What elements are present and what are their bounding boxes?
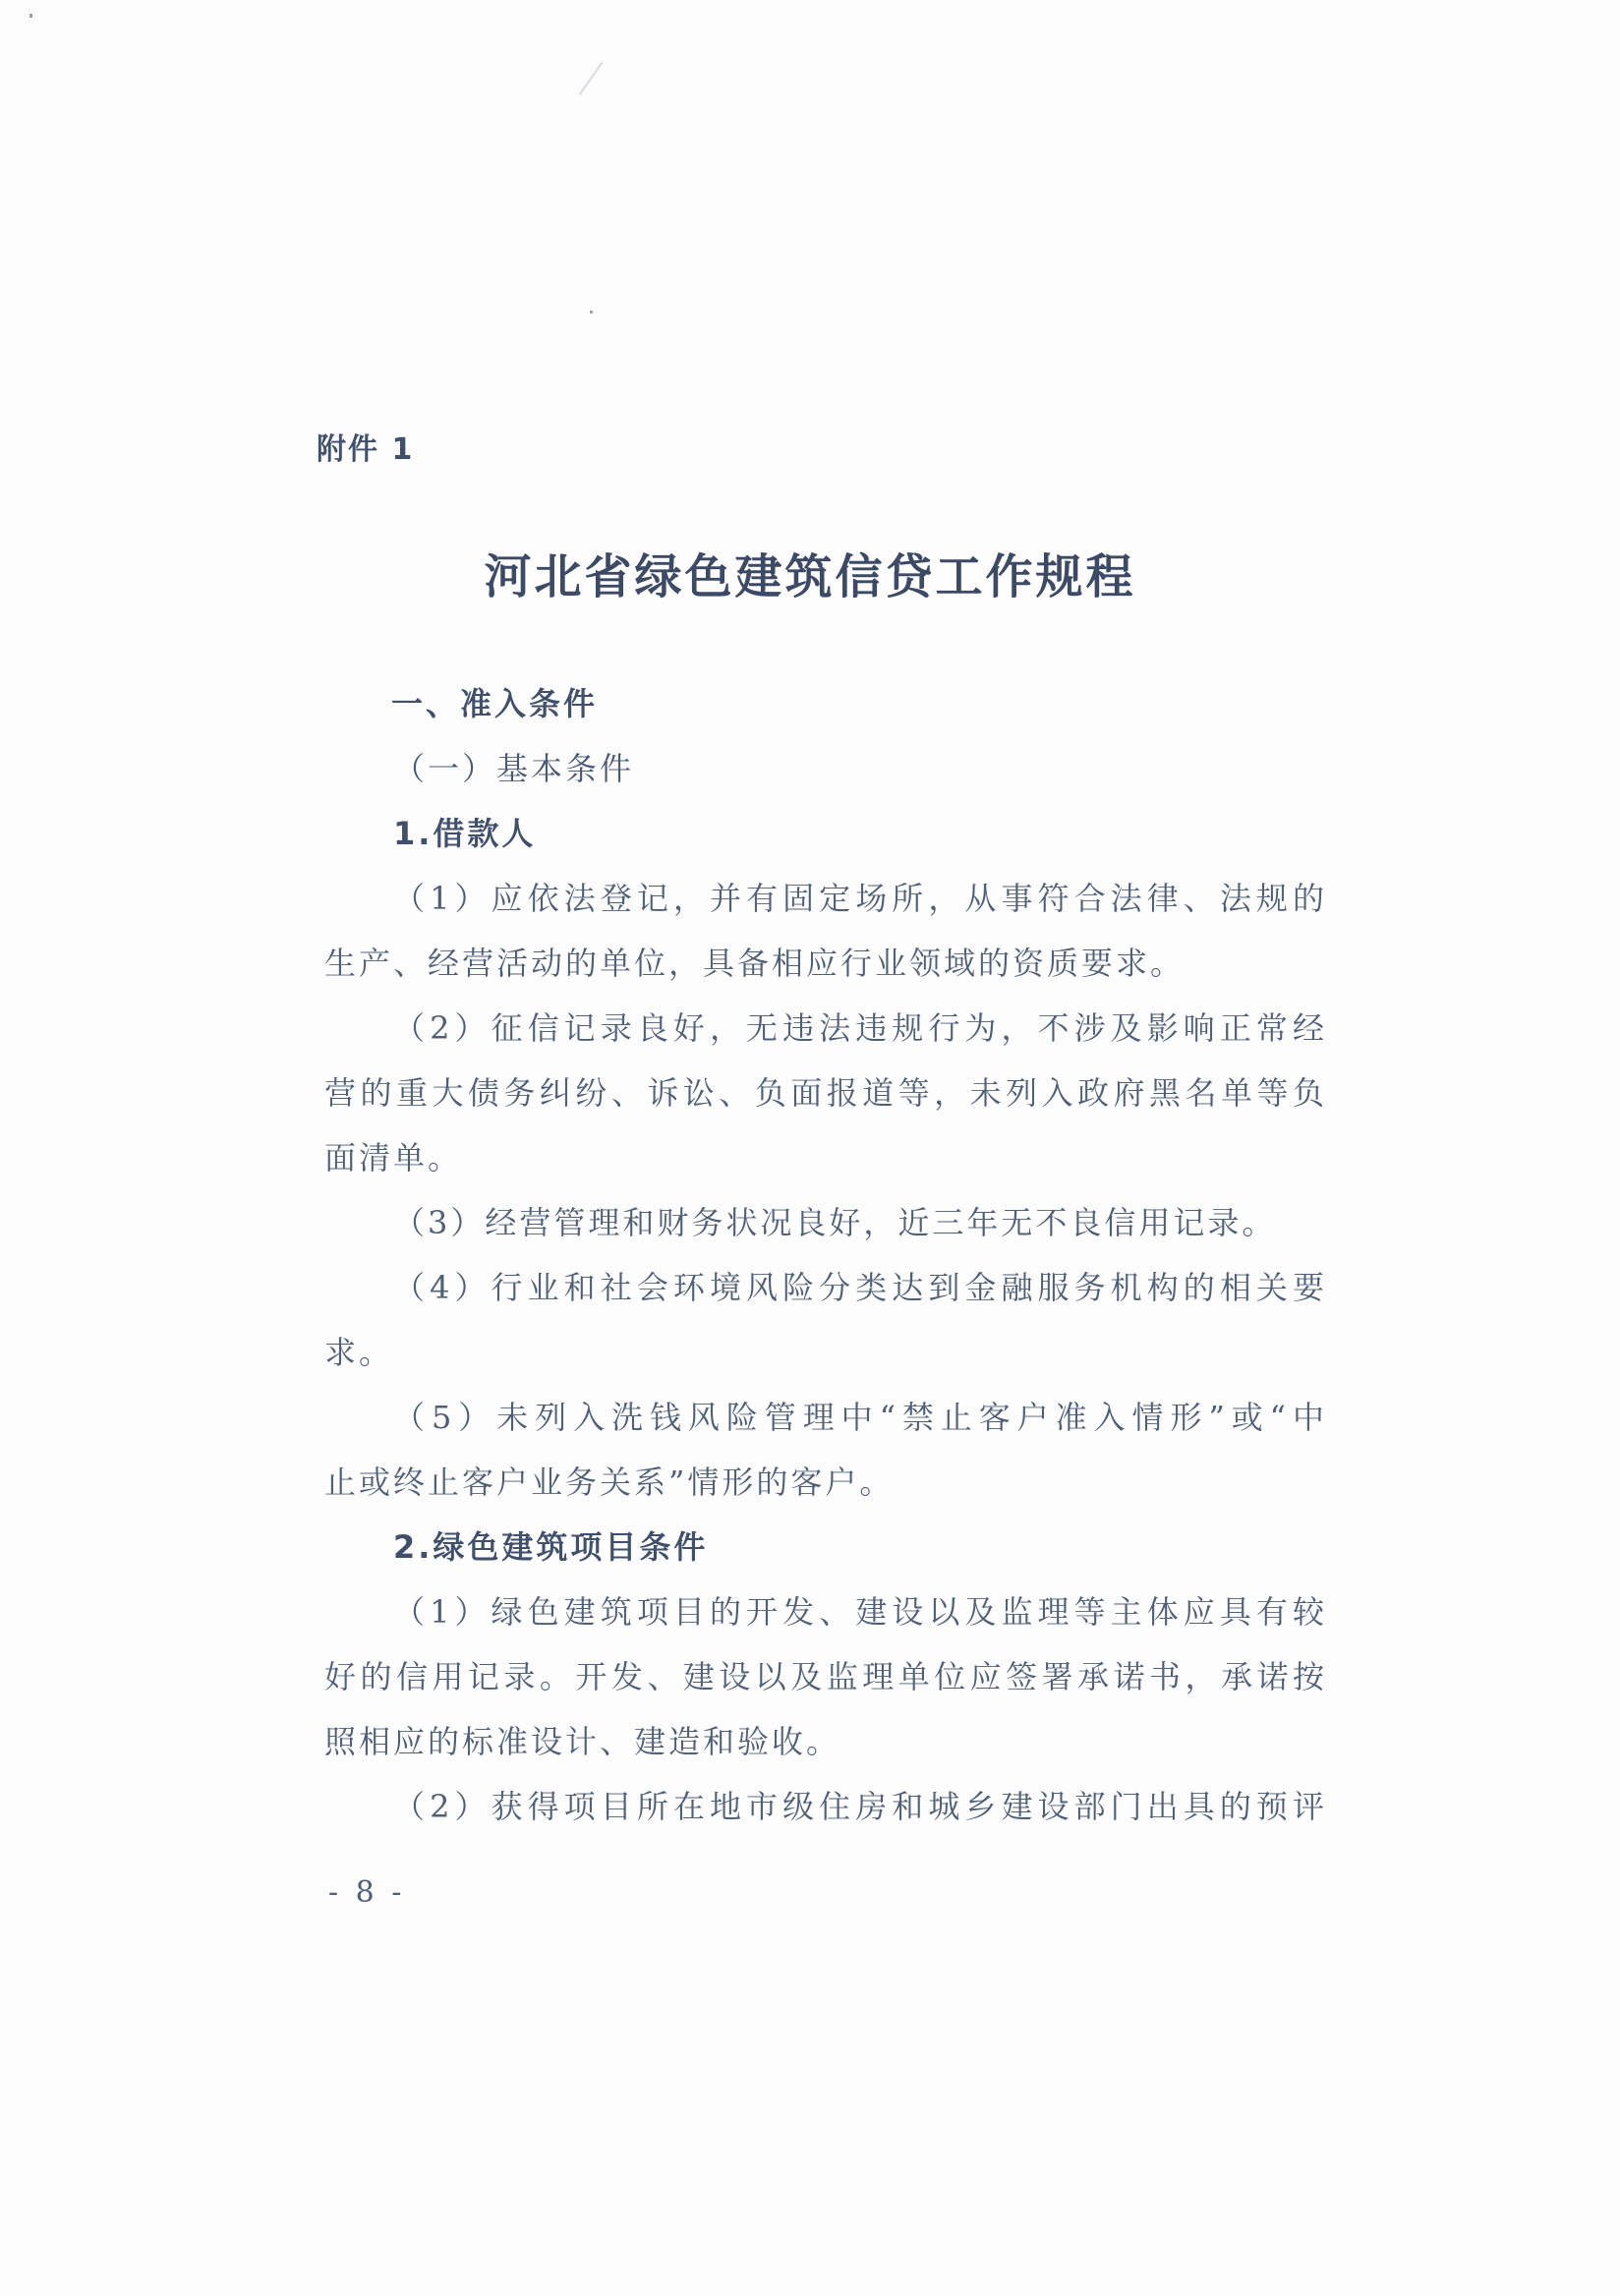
paragraph-line: 营的重大债务纠纷、诉讼、负面报道等，未列入政府黑名单等负: [324, 1074, 1327, 1112]
item-heading-project: 2.绿色建筑项目条件: [393, 1528, 709, 1566]
page-number: - 8 -: [328, 1875, 406, 1910]
paragraph-line: 生产、经营活动的单位，具备相应行业领域的资质要求。: [324, 945, 1186, 982]
document-title: 河北省绿色建筑信贷工作规程: [484, 549, 1136, 604]
section-heading: 一、准入条件: [391, 685, 599, 722]
paragraph-line: （1）应依法登记，并有固定场所，从事符合法律、法规的: [393, 880, 1327, 917]
paragraph-line: 求。: [324, 1334, 394, 1371]
paragraph-line: 好的信用记录。开发、建设以及监理单位应签署承诺书，承诺按: [324, 1658, 1327, 1695]
scan-scratch: [579, 62, 604, 95]
scan-dot: [590, 311, 593, 314]
paragraph-line: 照相应的标准设计、建造和验收。: [324, 1723, 841, 1760]
paragraph-line: （2）征信记录良好，无违法违规行为，不涉及影响正常经: [393, 1009, 1327, 1047]
scan-speck: [29, 14, 32, 18]
paragraph-line: （1）绿色建筑项目的开发、建设以及监理等主体应具有较: [393, 1593, 1327, 1631]
paragraph-line: （3）经营管理和财务状况良好，近三年无不良信用记录。: [393, 1204, 1277, 1241]
paragraph-line: （4）行业和社会环境风险分类达到金融服务机构的相关要: [393, 1269, 1327, 1306]
paragraph-line: （2）获得项目所在地市级住房和城乡建设部门出具的预评: [393, 1788, 1327, 1825]
item-heading-borrower: 1.借款人: [393, 815, 537, 852]
subsection-heading: （一）基本条件: [393, 750, 635, 787]
attachment-label: 附件 1: [317, 432, 415, 467]
paragraph-line: 止或终止客户业务关系”情形的客户。: [324, 1464, 895, 1501]
paragraph-line: （5）未列入洗钱风险管理中“禁止客户准入情形”或“中: [393, 1399, 1327, 1436]
paragraph-line: 面清单。: [324, 1139, 463, 1177]
